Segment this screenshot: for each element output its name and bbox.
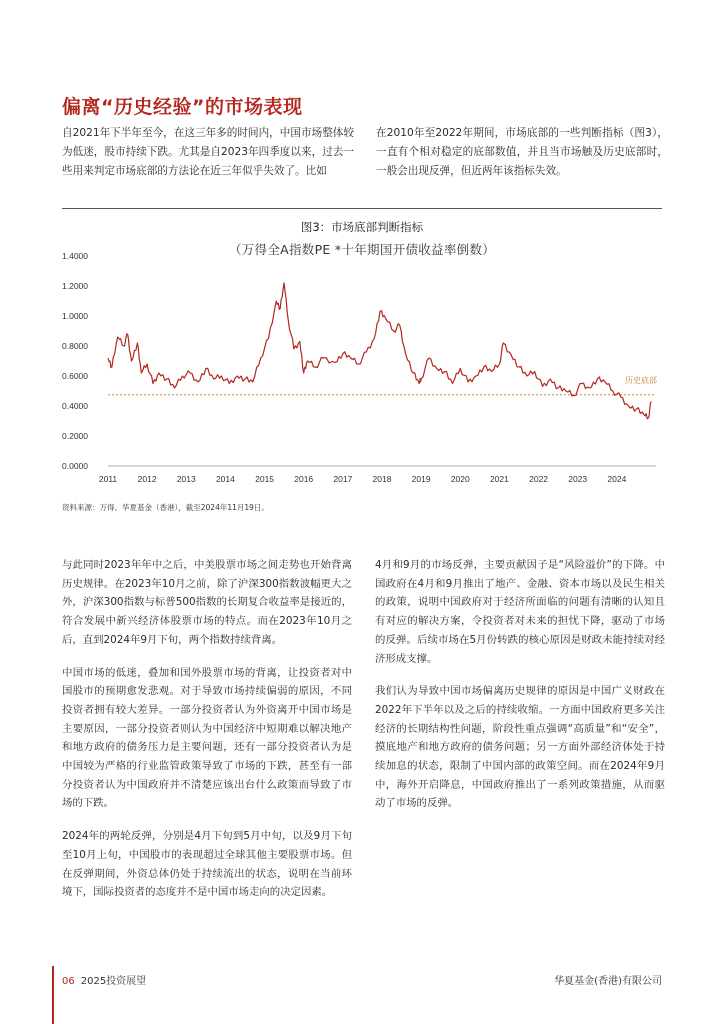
x-tick-label: 2016 — [294, 474, 314, 484]
y-tick-label: 1.4000 — [62, 251, 88, 261]
y-tick-label: 0.6000 — [62, 371, 88, 381]
x-tick-label: 2019 — [411, 474, 431, 484]
x-tick-label: 2020 — [450, 474, 470, 484]
x-tick-label: 2015 — [255, 474, 275, 484]
x-tick-label: 2017 — [333, 474, 353, 484]
body-paragraph: 中国市场的低迷，叠加和国外股票市场的背离，让投资者对中国股市的预期愈发悲观。对于导致市场持续偏弱的原因，不同投资者拥有较大差异。一部分投资者认为外资离开中国市场是主要原因，一部分投资者则认为中国经济中短期难以解决地产和地方政府的债务压力是主要问题，还有一部分投资者认为是中国较为严格的行业监管政策导致了市场的下跌，甚至有一部分投资者认为中国政府并不清楚应该出台什么政策而导致了市场的下跌。 — [62, 666, 352, 810]
y-tick-label: 0.4000 — [62, 401, 88, 411]
y-tick-label: 0.0000 — [62, 461, 88, 471]
intro-paragraph-right: 在2010年至2022年期间，市场底部的一些判断指标（图3），一直有个相对稳定的底部数值，并且当市场触及历史底部时，一般会出现反弹，但近两年该指标失效。 — [376, 127, 668, 177]
body-paragraph: 2024年的两轮反弹，分别是4月下旬到5月中旬，以及9月下旬至10月上旬，中国股市的表现超过全球其他主要股票市场。但在反弹期间，外资总体仍处于持续流出的状态，说明在当前环境下，国际投资者的态度并不是中国市场走向的决定因素。 — [62, 830, 352, 899]
intro-paragraph-left: 自2021年下半年至今，在这三年多的时间内，中国市场整体较为低迷，股市持续下跌。尤其是自2023年四季度以来，过去一些用来判定市场底部的方法论在近三年似乎失效了。比如 — [62, 127, 354, 177]
y-tick-label: 0.8000 — [62, 341, 88, 351]
x-tick-label: 2022 — [529, 474, 549, 484]
chart-top-rule — [62, 208, 662, 209]
x-tick-label: 2021 — [489, 474, 509, 484]
historical-bottom-label: 历史底部 — [625, 375, 657, 385]
page-number: 06 — [62, 976, 75, 987]
body-paragraph: 我们认为导致中国市场偏离历史规律的原因是中国广义财政在2022年下半年以及之后的持续收缩。一方面中国政府更多关注经济的长期结构性问题，阶段性重点强调“高质量”和“安全”，摸底地产和地方政府的债务问题；另一方面外部经济体处于持续加息的状态，限制了中国内部的政策空间。而在2024年9月中，海外开启降息，中国政府推出了一系列政策措施，从而驱动了市场的反弹。 — [375, 685, 665, 810]
body-paragraph: 与此同时2023年年中之后，中美股票市场之间走势也开始背离历史规律。在2023年10月之前，除了沪深300指数波幅更大之外，沪深300指数与标普500指数的长期复合收益率是接近的，符合发展中新兴经济体股票市场的特点。而在2023年10月之后，直到2024年9月下旬，两个指数持续背离。 — [62, 559, 352, 646]
x-tick-label: 2023 — [568, 474, 588, 484]
footer-accent-bar — [52, 966, 54, 1024]
y-tick-label: 1.0000 — [62, 311, 88, 321]
chart-subtitle: （万得全A指数PE *十年期国开债收益率倒数） — [228, 242, 496, 257]
section-heading: 偏离“历史经验”的市场表现 — [62, 96, 303, 118]
x-tick-label: 2013 — [176, 474, 196, 484]
x-tick-label: 2011 — [98, 474, 118, 484]
chart-source-note: 资料来源：万得、华夏基金（香港），截至2024年11月19日。 — [62, 503, 269, 512]
indicator-series-line — [108, 283, 651, 419]
y-tick-label: 1.2000 — [62, 281, 88, 291]
market-bottom-indicator-chart — [56, 248, 666, 494]
body-column-left — [62, 556, 352, 916]
body-column-right — [375, 556, 665, 827]
publication-title: 2025投资展望 — [80, 976, 147, 987]
body-paragraph: 4月和9月的市场反弹，主要贡献因子是“风险溢价”的下降。中国政府在4月和9月推出了地产、金融、资本市场以及民生相关的政策，说明中国政府对于经济所面临的问题有清晰的认知且有对应的解决方案，令投资者对未来的担忧下降，驱动了市场的反弹。后续市场在5月份转跌的核心原因是财政未能持续对经济形成支撑。 — [375, 559, 665, 665]
y-tick-label: 0.2000 — [62, 431, 88, 441]
chart-title: 图3：市场底部判断指标 — [300, 220, 424, 234]
x-tick-label: 2012 — [137, 474, 157, 484]
x-tick-label: 2018 — [372, 474, 392, 484]
x-tick-label: 2014 — [215, 474, 235, 484]
footer-company: 华夏基金(香港)有限公司 — [554, 976, 662, 987]
footer-publication — [62, 972, 146, 987]
x-tick-label: 2024 — [607, 474, 627, 484]
